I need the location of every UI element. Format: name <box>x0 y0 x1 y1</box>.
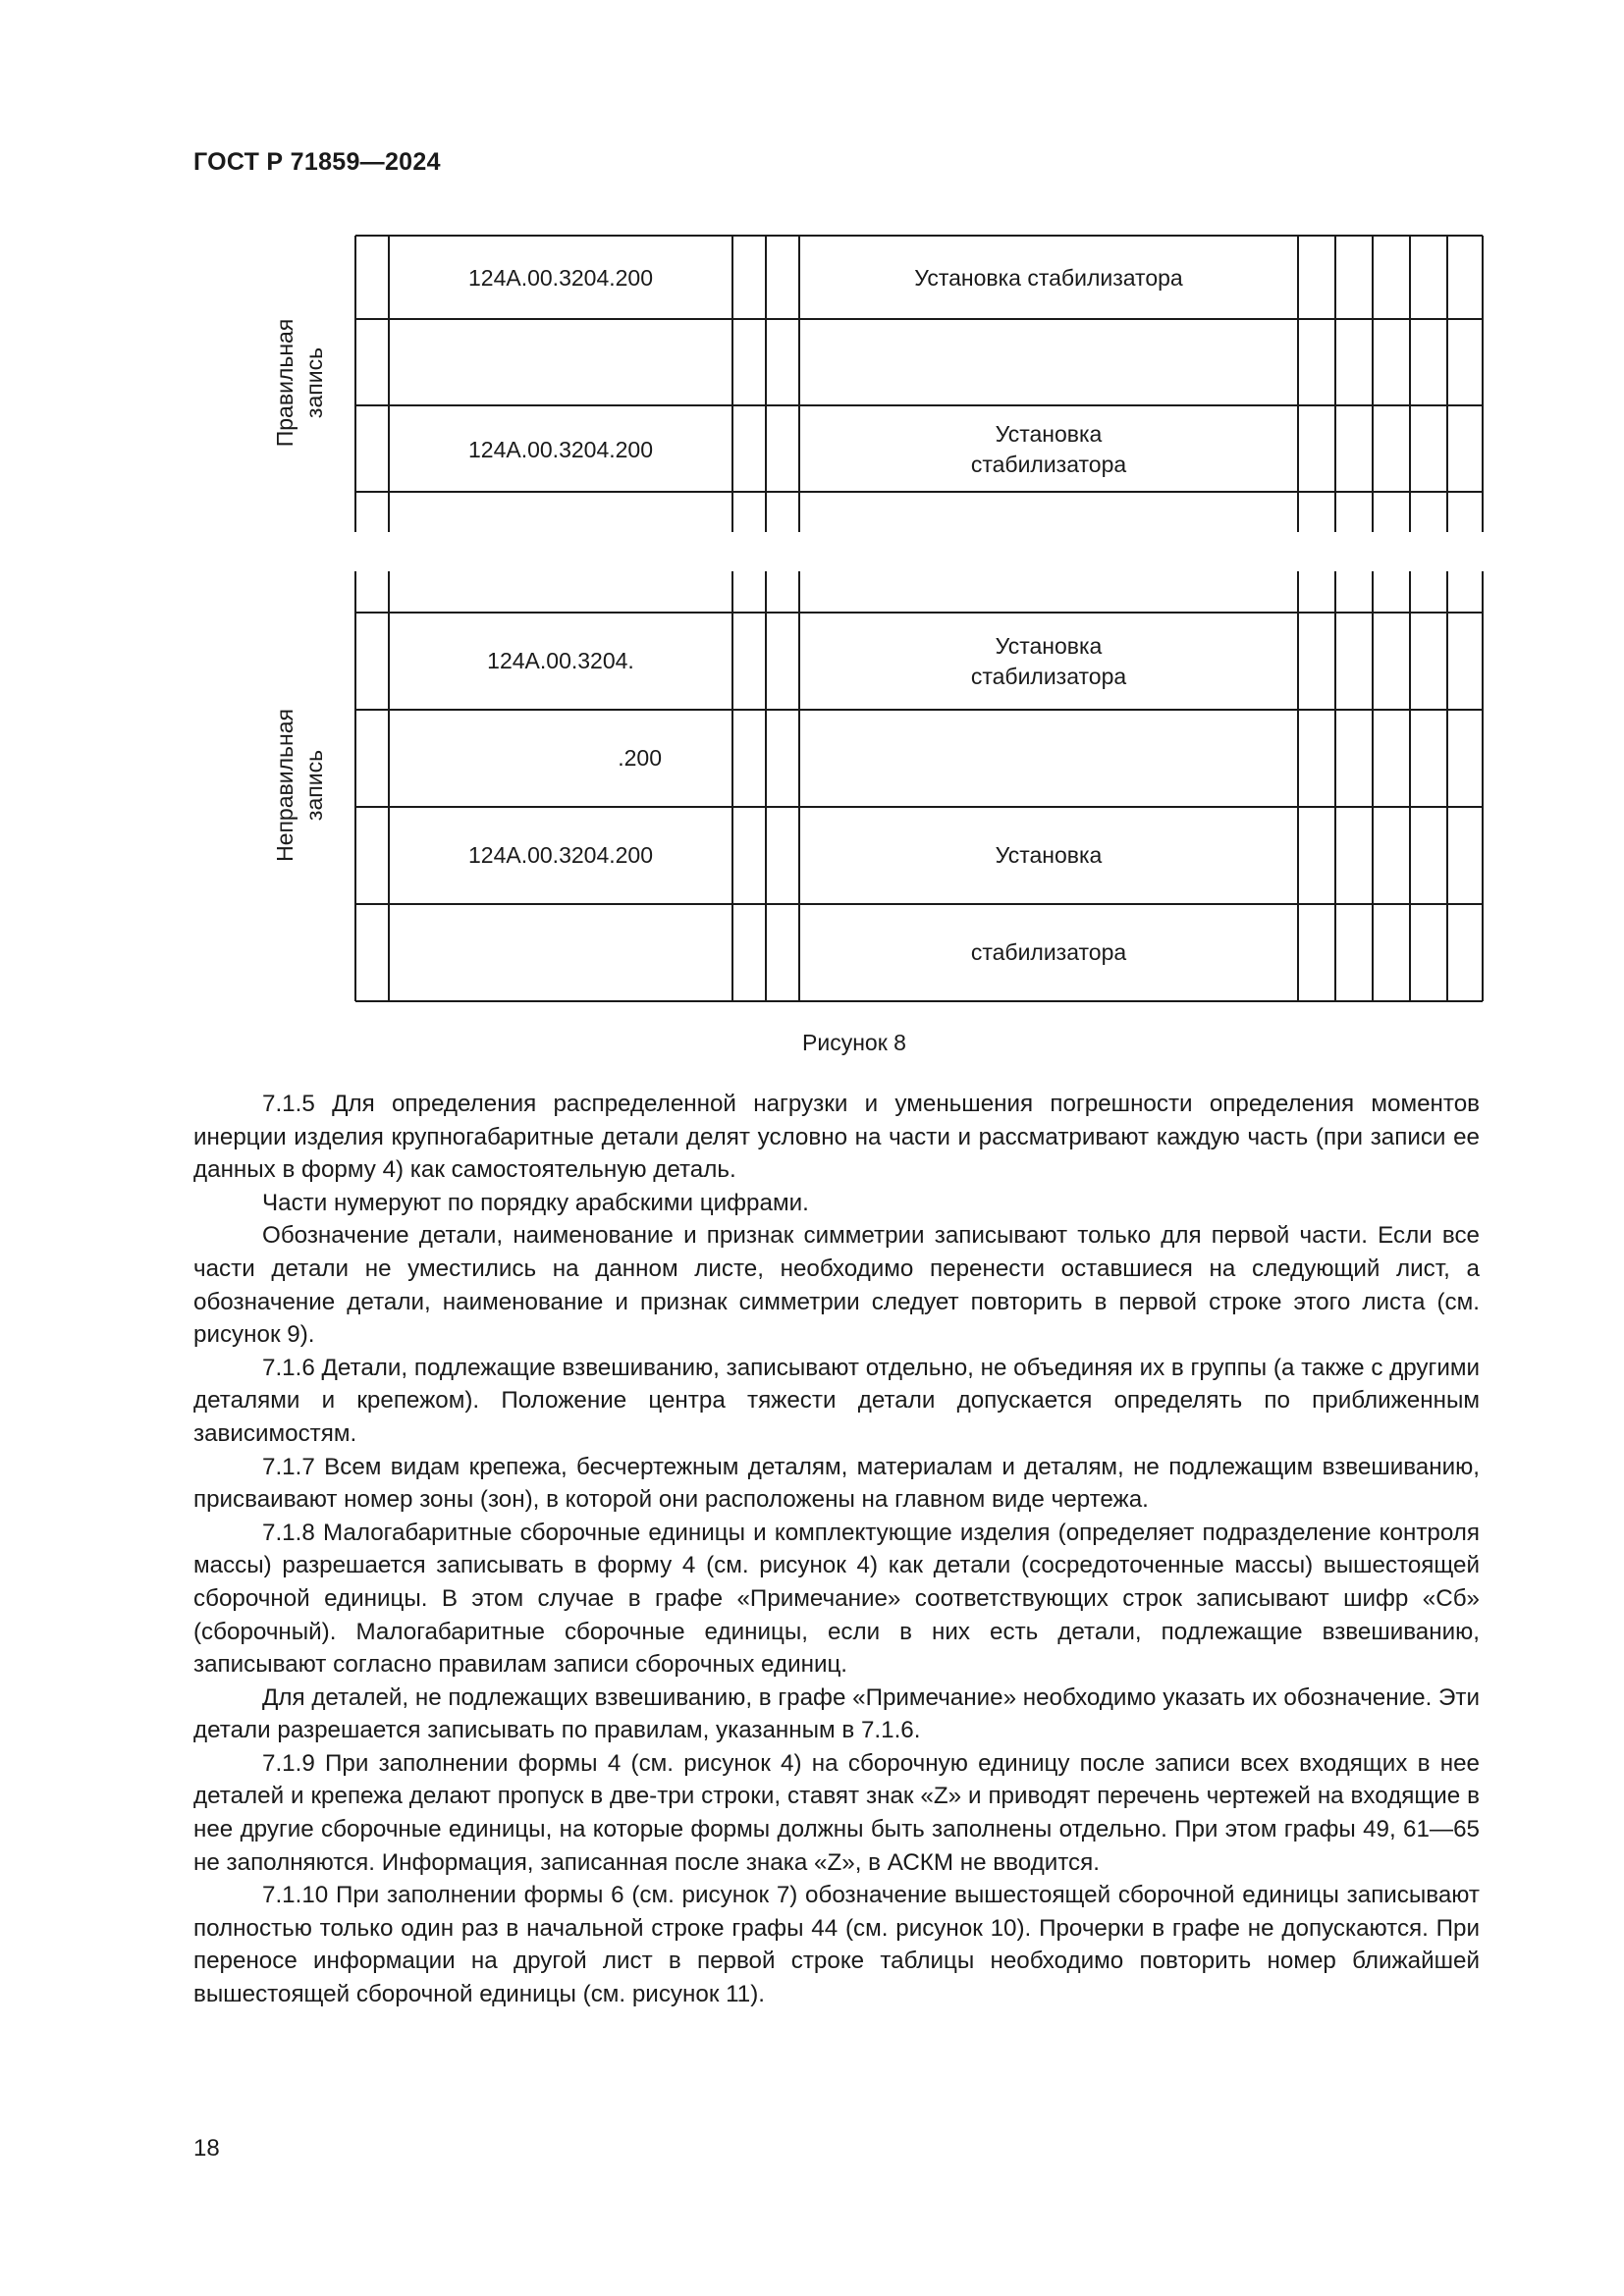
correct-side-label-line1: Правильная <box>272 318 298 448</box>
body-text <box>193 1088 1480 2011</box>
incorrect-row4-code: 124А.00.3204.200 <box>467 842 654 868</box>
figure-8-table <box>0 0 1624 1021</box>
incorrect-row5-name: стабилизатора <box>970 939 1127 965</box>
paragraph: 7.1.7 Всем видам крепежа, бесчертежным деталям, материалам и деталям, не подлежащим взвешиванию, присваивают номер зоны (зон), в которой они расположены на главном виде чертежа. <box>193 1453 1480 1514</box>
incorrect-side-label-line1: Неправильная <box>272 709 298 862</box>
correct-row1-code: 124А.00.3204.200 <box>467 265 654 291</box>
incorrect-row4-name: Установка <box>995 842 1103 868</box>
correct-row1-name: Установка стабилизатора <box>914 265 1183 291</box>
incorrect-side-label-line2: запись <box>301 749 327 822</box>
paragraph: Для деталей, не подлежащих взвешиванию, в графе «Примечание» необходимо указать их обозначение. Эти детали разрешается записывать по правилам, указанным в 7.1.6. <box>193 1683 1480 1744</box>
document-header: ГОСТ Р 71859—2024 <box>193 148 441 176</box>
incorrect-entry-table <box>272 571 1483 1001</box>
incorrect-row2-code: 124А.00.3204. <box>487 648 634 673</box>
correct-side-label-line2: запись <box>301 347 327 419</box>
correct-entry-table <box>272 236 1483 532</box>
paragraph: 7.1.5 Для определения распределенной нагрузки и уменьшения погрешности определения моментов инерции изделия крупногабаритные детали делят условно на части и рассматривают каждую часть (при записи ее данных в форму 4) как самостоятельную деталь. <box>193 1091 1480 1184</box>
correct-row3-code: 124А.00.3204.200 <box>467 437 654 462</box>
paragraph: 7.1.8 Малогабаритные сборочные единицы и комплектующие изделия (определяет подразделение контроля массы) разрешается записывать в форму 4 (см. рисунок 4) как детали (сосредоточенные массы) вышестоящей сборочной единицы. В этом случае в графе «Примечание» соответствующих строк записывают шифр «Сб» (сборочный). Малогабаритные сборочные единицы, если в них есть детали, подлежащие взвешиванию, записывают согласно правилам записи сборочных единиц. <box>193 1519 1480 1679</box>
page-number: 18 <box>193 2135 220 2162</box>
incorrect-row3-code: .200 <box>618 745 662 771</box>
correct-row3-name-line1: Установка <box>995 421 1103 447</box>
paragraph: Обозначение детали, наименование и признак симметрии записывают только для первой части. Если все части детали не уместились на данном листе, необходимо перенести оставшиеся на следующий лист, а обозначение детали, наименование и признак симметрии следует повторить в первой строке этого листа (см. рисунок 9). <box>193 1222 1480 1349</box>
correct-row3-name-line2: стабилизатора <box>970 452 1127 477</box>
paragraph: 7.1.10 При заполнении формы 6 (см. рисунок 7) обозначение вышестоящей сборочной единицы записывают полностью только один раз в начальной строке графы 44 (см. рисунок 10). Прочерки в графе не допускаются. При переносе информации на другой лист в первой строке таблицы необходимо повторить номер ближайшей вышестоящей сборочной единицы (см. рисунок 11). <box>193 1882 1480 2008</box>
incorrect-row2-name-line1: Установка <box>995 633 1103 659</box>
incorrect-row2-name-line2: стабилизатора <box>970 664 1127 689</box>
paragraph: Части нумеруют по порядку арабскими цифрами. <box>262 1189 809 1216</box>
paragraph: 7.1.6 Детали, подлежащие взвешиванию, записывают отдельно, не объединяя их в группы (а также с другими деталями и крепежом). Положение центра тяжести детали допускается определять по приближенным зависимостям. <box>193 1354 1480 1447</box>
paragraph: 7.1.9 При заполнении формы 4 (см. рисунок 4) на сборочную единицу после записи всех входящих в нее деталей и крепежа делают пропуск в две-три строки, ставят знак «Z» и приводят перечень чертежей на входящие в нее другие сборочные единицы, на которые формы должны быть заполнены отдельно. При этом графы 49, 61—65 не заполняются. Информация, записанная после знака «Z», в АСКМ не вводится. <box>193 1749 1480 1876</box>
figure-caption: Рисунок 8 <box>802 1030 906 1055</box>
